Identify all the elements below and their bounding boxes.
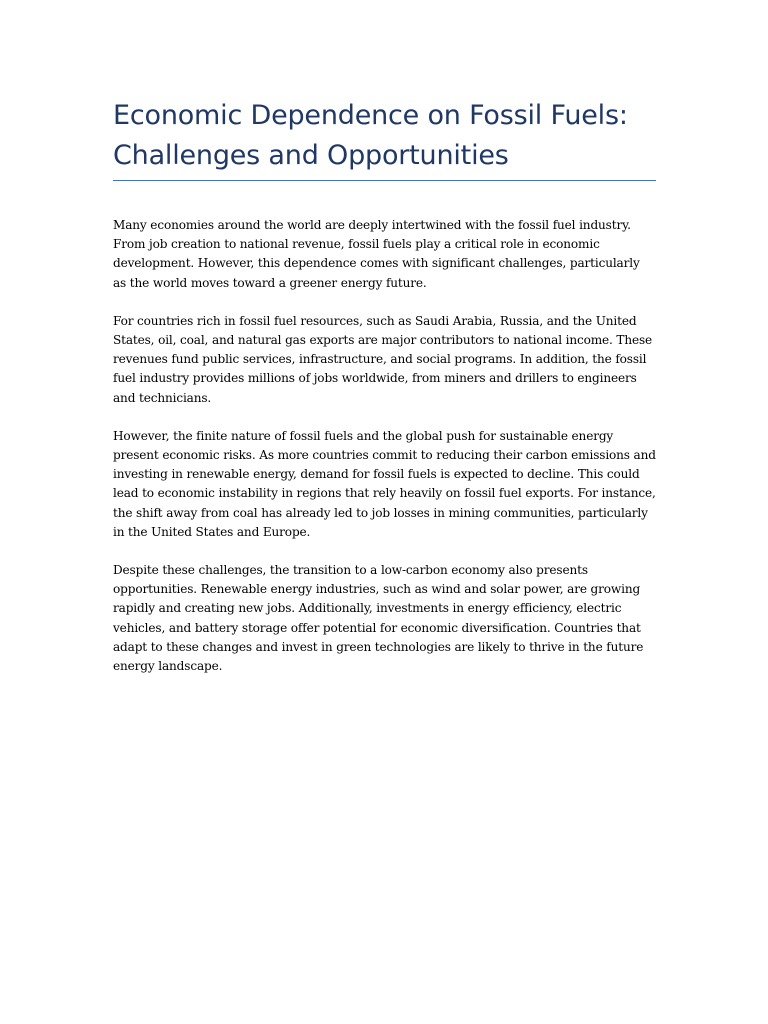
document-content (113, 96, 656, 695)
document-body (113, 216, 656, 676)
document-title: Economic Dependence on Fossil Fuels: Challenges and Opportunities (113, 100, 628, 171)
paragraph-economic-risks: However, the finite nature of fossil fuels and the global push for sustainable energy present economic risks. As more countries commit to reducing their carbon emissions and investing in renewable energy, demand for fossil fuels is expected to decline. This could lead to economic instability in regions that rely heavily on fossil fuel exports. For instance, the shift away from coal has already led to job losses in mining communities, particularly in the United States and Europe. (113, 428, 656, 539)
paragraph-resource-countries: For countries rich in fossil fuel resources, such as Saudi Arabia, Russia, and the United States, oil, coal, and natural gas exports are major contributors to national income. These revenues fund public services, infrastructure, and social programs. In addition, the fossil fuel industry provides millions of jobs worldwide, from miners and drillers to engineers and technicians. (113, 313, 653, 405)
paragraph-intro: Many economies around the world are deeply intertwined with the fossil fuel industry. From job creation to national revenue, fossil fuels play a critical role in economic development. However, this dependence comes with significant challenges, particularly as the world moves toward a greener energy future. (113, 218, 640, 290)
paragraph-opportunities: Despite these challenges, the transition to a low-carbon economy also presents opportunities. Renewable energy industries, such as wind and solar power, are growing rapidly and creating new jobs. Additionally, investments in energy efficiency, electric vehicles, and battery storage offer potential for economic diversification. Countries that adapt to these changes and invest in green technologies are likely to thrive in the future energy landscape. (113, 563, 644, 674)
title-underline-rule (113, 180, 656, 181)
